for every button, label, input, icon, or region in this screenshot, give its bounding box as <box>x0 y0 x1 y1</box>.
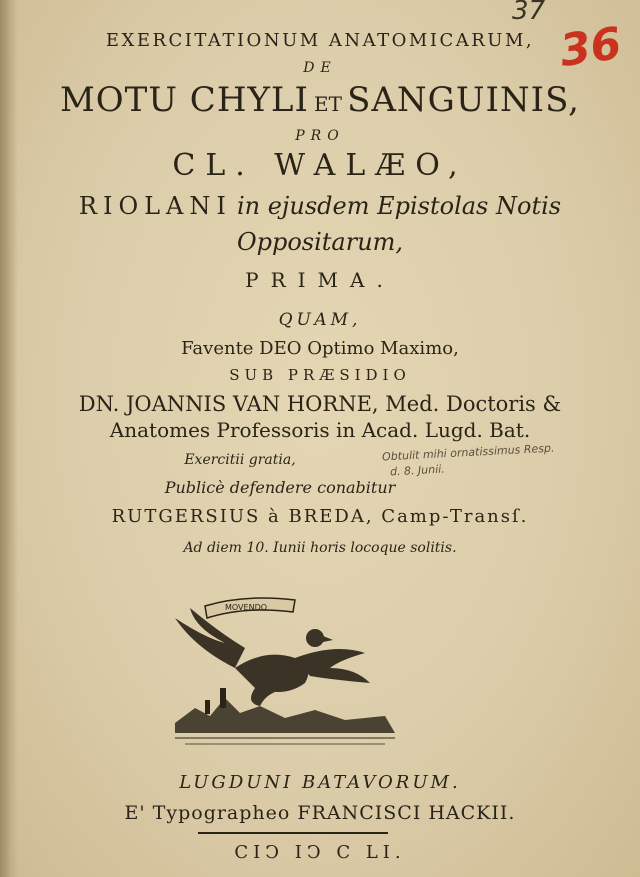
riolani-rest: in ejusdem Epistolas Notis <box>236 192 562 220</box>
favente: Favente DEO Optimo Maximo, <box>181 338 459 359</box>
title-walaeo: CL. WALÆO, <box>172 148 468 183</box>
anatomes: Anatomes Professoris in Acad. Lugd. Bat. <box>109 418 531 442</box>
title-motu: MOTU CHYLI <box>59 80 309 120</box>
praeses: DN. JOANNIS VAN HORNE, Med. Doctoris & <box>78 392 562 416</box>
title-de: DE <box>303 60 337 76</box>
exercitii: Exercitii gratia, <box>184 452 296 468</box>
quam: QUAM, <box>278 310 362 330</box>
imprint-year: CIↃ IↃ C LI. <box>234 842 406 863</box>
manuscript-number: 37 <box>512 0 546 26</box>
publice: Publicè defendere conabitur <box>164 478 396 497</box>
manuscript-note-2: d. 8. Junii. <box>389 462 446 479</box>
respondens: RUTGERSIUS à BREDA, Camp-Transſ. <box>111 506 529 527</box>
title-pro: PRO <box>295 128 345 144</box>
device-motto: MOVENDO <box>225 603 268 612</box>
manuscript-note-1: Obtulit mihi ornatissimus Resp. <box>381 441 555 464</box>
imprint-rule <box>198 832 388 834</box>
title-main <box>0 80 640 120</box>
title-prima: PRIMA. <box>245 268 395 292</box>
title-line-1: EXERCITATIONUM ANATOMICARUM, <box>105 30 535 51</box>
printers-device <box>165 588 405 753</box>
imprint-city: LUGDUNI BATAVORUM. <box>179 772 461 793</box>
ad-diem: Ad diem 10. Iunii horis locoque solitis. <box>183 540 457 556</box>
title-riolani <box>0 192 640 220</box>
title-oppositarum: Oppositarum, <box>236 228 404 256</box>
imprint-printer: E' Typographeo FRANCISCI HACKII. <box>124 802 516 824</box>
manuscript-number-red: 36 <box>556 17 625 78</box>
title-et: ET <box>314 92 342 116</box>
sub-praesidio: SUB PRÆSIDIO <box>229 366 411 384</box>
title-sanguinis: SANGUINIS, <box>347 80 580 120</box>
riolani-name: RIOLANI <box>78 192 232 220</box>
